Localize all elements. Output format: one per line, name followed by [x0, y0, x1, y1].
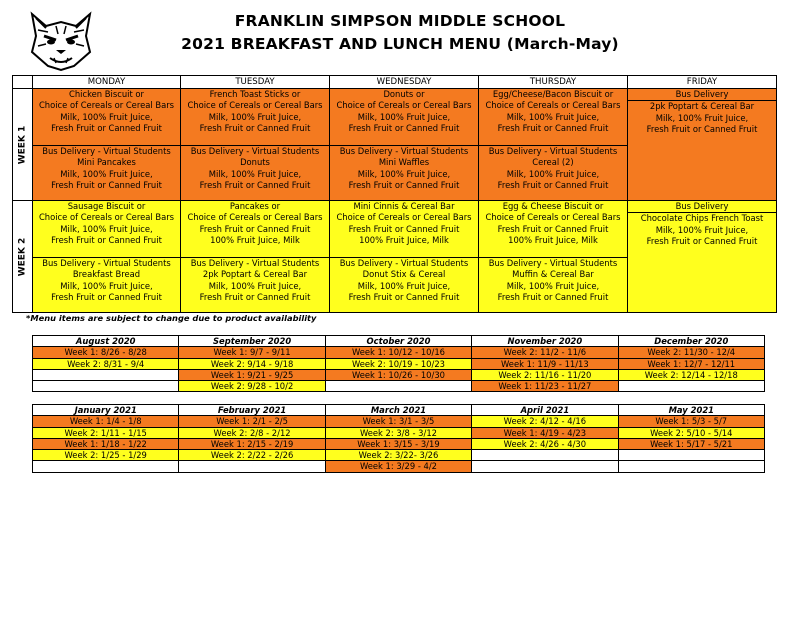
schedule-week-cell: Week 1: 5/17 - 5/21 [618, 438, 764, 449]
menu-line: Fresh Fruit or Canned Fruit [348, 292, 460, 303]
week1-monday-bus [33, 146, 181, 201]
week2-label: WEEK 2 [16, 237, 27, 276]
schedule-week-cell: Week 1: 4/19 - 4/23 [472, 427, 618, 438]
menu-line: Bus Delivery - Virtual Students [42, 258, 171, 268]
menu-line: Breakfast Bread [72, 269, 141, 280]
menu-line: Bus Delivery - Virtual Students [488, 258, 618, 268]
menu-line: Fresh Fruit or Canned Fruit [497, 223, 609, 234]
schedule-week-cell: Week 2: 1/11 - 1/15 [33, 427, 179, 438]
week2-wednesday [330, 201, 479, 258]
menu-line: Milk, 100% Fruit Juice, [208, 168, 302, 179]
menu-line: Bus Delivery - Virtual Students [339, 258, 469, 268]
schedule-week-cell [472, 461, 618, 472]
menu-line: Choice of Cereals or Cereal Bars [485, 212, 621, 223]
week2-tuesday [181, 201, 330, 258]
schedule-fall-table [32, 335, 765, 392]
schedule-week-cell: Week 2: 5/10 - 5/14 [618, 427, 764, 438]
week2-wednesday-bus [330, 258, 479, 313]
menu-line: Mini Pancakes [77, 157, 136, 168]
schedule-week-cell: Week 2: 3/22- 3/26 [325, 450, 471, 461]
schedule-row [33, 416, 765, 427]
month-header-row [33, 405, 765, 416]
menu-line: Fresh Fruit or Canned Fruit [199, 123, 311, 134]
month-header: May 2021 [618, 405, 764, 416]
schedule-row [33, 347, 765, 358]
menu-line: Fresh Fruit or Canned Fruit [199, 180, 311, 191]
menu-line: 100% Fruit Juice, Milk [210, 235, 300, 246]
menu-line: Milk, 100% Fruit Juice, [208, 111, 302, 122]
menu-table [12, 75, 777, 313]
menu-line: Bus Delivery - Virtual Students [190, 258, 320, 268]
schedule-week-cell [325, 381, 471, 392]
week2-thursday-bus [479, 258, 628, 313]
week1-breakfast-row [13, 89, 777, 146]
schedule-week-cell: Week 2: 2/22 - 2/26 [179, 450, 325, 461]
menu-line: Milk, 100% Fruit Juice, [506, 111, 600, 122]
menu-line: Fresh Fruit or Canned Fruit [497, 292, 609, 303]
menu-line: Chocolate Chips French Toast [640, 213, 764, 224]
menu-line: Pancakes or [229, 201, 281, 211]
menu-line: Mini Cinnis & Cereal Bar [353, 201, 455, 211]
corner-cell [13, 76, 33, 89]
menu-line: Chicken Biscuit or [69, 89, 144, 99]
schedule-week-cell [33, 369, 179, 380]
schedule-week-cell: Week 1: 2/15 - 2/19 [179, 438, 325, 449]
schedule-week-cell: Week 1: 1/18 - 1/22 [33, 438, 179, 449]
menu-line: Choice of Cereals or Cereal Bars [336, 100, 472, 111]
schedule-week-cell [618, 381, 764, 392]
menu-line: Fresh Fruit or Canned Fruit [199, 223, 311, 234]
menu-line: Choice of Cereals or Cereal Bars [187, 212, 323, 223]
week1-monday [33, 89, 181, 146]
menu-line: Bus Delivery - Virtual Students [339, 146, 469, 156]
menu-line: Bus Delivery - Virtual Students [488, 146, 618, 156]
schedule-week-cell: Week 1: 5/3 - 5/7 [618, 416, 764, 427]
week1-label-cell [13, 89, 33, 201]
week1-tuesday-bus [181, 146, 330, 201]
menu-line: Egg & Cheese Biscuit or [502, 201, 604, 211]
menu-line: Fresh Fruit or Canned Fruit [199, 292, 311, 303]
menu-line: Fresh Fruit or Canned Fruit [348, 123, 460, 134]
menu-line: Milk, 100% Fruit Juice, [60, 168, 153, 179]
day-tuesday: TUESDAY [181, 76, 330, 89]
schedule-week-cell [618, 461, 764, 472]
schedule-week-cell: Week 1: 8/26 - 8/28 [33, 347, 179, 358]
schedule-week-cell: Week 2: 3/8 - 3/12 [325, 427, 471, 438]
schedule-week-cell: Week 1: 9/21 - 9/25 [179, 369, 325, 380]
menu-line: Milk, 100% Fruit Juice, [357, 111, 451, 122]
menu-line: Milk, 100% Fruit Juice, [208, 280, 302, 291]
month-header: March 2021 [325, 405, 471, 416]
schedule-week-cell [179, 461, 325, 472]
menu-line: Bus Delivery - Virtual Students [190, 146, 320, 156]
schedule-week-cell [33, 461, 179, 472]
month-header: February 2021 [179, 405, 325, 416]
week1-tuesday [181, 89, 330, 146]
menu-line: Egg/Cheese/Bacon Biscuit or [492, 89, 614, 99]
month-header: November 2020 [472, 336, 618, 347]
schedule-week-cell: Week 2: 9/14 - 9/18 [179, 358, 325, 369]
schedule-row [33, 358, 765, 369]
schedule-week-cell: Week 2: 2/8 - 2/12 [179, 427, 325, 438]
menu-line: Fresh Fruit or Canned Fruit [51, 235, 162, 246]
schedule-week-cell: Week 1: 12/7 - 12/11 [618, 358, 764, 369]
menu-line: Milk, 100% Fruit Juice, [60, 223, 153, 234]
schedule-row [33, 450, 765, 461]
week2-monday-bus [33, 258, 181, 313]
menu-line: 2pk Poptart & Cereal Bar [649, 101, 755, 112]
menu-line: Fresh Fruit or Canned Fruit [348, 180, 460, 191]
schedule-week-cell: Week 1: 3/1 - 3/5 [325, 416, 471, 427]
schedule-week-cell: Week 1: 3/15 - 3/19 [325, 438, 471, 449]
menu-line: Milk, 100% Fruit Juice, [357, 168, 451, 179]
day-friday: FRIDAY [628, 76, 777, 89]
menu-line: Bus Delivery [628, 89, 776, 101]
schedule-week-cell: Week 1: 10/26 - 10/30 [325, 369, 471, 380]
menu-line: Fresh Fruit or Canned Fruit [51, 292, 162, 303]
schedule-row [33, 427, 765, 438]
month-header: April 2021 [472, 405, 618, 416]
schedule-week-cell: Week 2: 11/2 - 11/6 [472, 347, 618, 358]
schedule-week-cell: Week 1: 10/12 - 10/16 [325, 347, 471, 358]
menu-line: Donut Stix & Cereal [362, 269, 446, 280]
schedule-row [33, 461, 765, 472]
schedule-row [33, 438, 765, 449]
menu-line: Milk, 100% Fruit Juice, [357, 280, 451, 291]
schedule-week-cell [618, 450, 764, 461]
schedule-row [33, 381, 765, 392]
menu-line: Donuts [240, 157, 270, 168]
week1-thursday-bus [479, 146, 628, 201]
week1-friday [628, 89, 777, 201]
day-monday: MONDAY [33, 76, 181, 89]
menu-line: Milk, 100% Fruit Juice, [506, 280, 600, 291]
schedule-week-cell: Week 1: 11/9 - 11/13 [472, 358, 618, 369]
availability-note: *Menu items are subject to change due to product availability [26, 313, 317, 323]
menu-line: Fresh Fruit or Canned Fruit [497, 123, 609, 134]
menu-line: 100% Fruit Juice, Milk [359, 235, 449, 246]
schedule-week-cell: Week 1: 3/29 - 4/2 [325, 461, 471, 472]
week1-wednesday [330, 89, 479, 146]
schedule-week-cell: Week 2: 1/25 - 1/29 [33, 450, 179, 461]
month-header: December 2020 [618, 336, 764, 347]
schedule-week-cell [33, 381, 179, 392]
schedule-week-cell [472, 450, 618, 461]
schedule-row [33, 369, 765, 380]
menu-line: Choice of Cereals or Cereal Bars [485, 100, 621, 111]
week2-label-cell [13, 201, 33, 313]
menu-line: Milk, 100% Fruit Juice, [60, 280, 153, 291]
month-header: September 2020 [179, 336, 325, 347]
schedule-week-cell: Week 1: 9/7 - 9/11 [179, 347, 325, 358]
week2-breakfast-row [13, 201, 777, 258]
menu-line: Fresh Fruit or Canned Fruit [497, 180, 609, 191]
schedule-week-cell: Week 2: 10/19 - 10/23 [325, 358, 471, 369]
menu-line: Milk, 100% Fruit Juice, [506, 168, 600, 179]
month-header: October 2020 [325, 336, 471, 347]
schedule-week-cell: Week 2: 11/30 - 12/4 [618, 347, 764, 358]
menu-line: Fresh Fruit or Canned Fruit [348, 223, 460, 234]
month-header: January 2021 [33, 405, 179, 416]
week2-thursday [479, 201, 628, 258]
menu-line: Fresh Fruit or Canned Fruit [646, 236, 758, 247]
menu-line: Fresh Fruit or Canned Fruit [646, 124, 758, 135]
menu-line: Cereal (2) [532, 157, 574, 168]
menu-title: 2021 BREAKFAST AND LUNCH MENU (March-May) [181, 35, 619, 53]
menu-line: Sausage Biscuit or [67, 201, 146, 211]
school-name: FRANKLIN SIMPSON MIDDLE SCHOOL [234, 12, 566, 30]
day-thursday: THURSDAY [479, 76, 628, 89]
month-header: August 2020 [33, 336, 179, 347]
menu-line: Milk, 100% Fruit Juice, [655, 224, 749, 235]
menu-line: Choice of Cereals or Cereal Bars [38, 212, 175, 223]
menu-line: Bus Delivery - Virtual Students [42, 146, 171, 156]
schedule-week-cell: Week 2: 4/12 - 4/16 [472, 416, 618, 427]
week1-label: WEEK 1 [16, 125, 27, 164]
menu-line: 2pk Poptart & Cereal Bar [202, 269, 308, 280]
week2-friday [628, 201, 777, 313]
day-wednesday: WEDNESDAY [330, 76, 479, 89]
schedule-week-cell: Week 2: 12/14 - 12/18 [618, 369, 764, 380]
schedule-spring-table [32, 404, 765, 473]
week1-wednesday-bus [330, 146, 479, 201]
day-header-row [13, 76, 777, 89]
week2-tuesday-bus [181, 258, 330, 313]
schedule-week-cell: Week 2: 8/31 - 9/4 [33, 358, 179, 369]
week2-monday [33, 201, 181, 258]
menu-line: Choice of Cereals or Cereal Bars [336, 212, 472, 223]
menu-line: Bus Delivery [628, 201, 776, 213]
schedule-week-cell: Week 1: 2/1 - 2/5 [179, 416, 325, 427]
menu-line: Choice of Cereals or Cereal Bars [38, 100, 175, 111]
week1-thursday [479, 89, 628, 146]
menu-line: 100% Fruit Juice, Milk [508, 235, 598, 246]
schedule-week-cell: Week 1: 11/23 - 11/27 [472, 381, 618, 392]
schedule-week-cell: Week 1: 1/4 - 1/8 [33, 416, 179, 427]
month-header-row [33, 336, 765, 347]
menu-line: Milk, 100% Fruit Juice, [655, 112, 749, 123]
menu-line: Milk, 100% Fruit Juice, [60, 111, 153, 122]
menu-line: Muffin & Cereal Bar [512, 269, 594, 280]
menu-line: Fresh Fruit or Canned Fruit [51, 123, 162, 134]
menu-line: Mini Waffles [378, 157, 430, 168]
menu-line: Choice of Cereals or Cereal Bars [187, 100, 323, 111]
menu-line: Donuts or [383, 89, 425, 99]
menu-line: French Toast Sticks or [209, 89, 301, 99]
schedule-week-cell: Week 2: 4/26 - 4/30 [472, 438, 618, 449]
menu-line: Fresh Fruit or Canned Fruit [51, 180, 162, 191]
schedule-week-cell: Week 2: 9/28 - 10/2 [179, 381, 325, 392]
schedule-week-cell: Week 2: 11/16 - 11/20 [472, 369, 618, 380]
